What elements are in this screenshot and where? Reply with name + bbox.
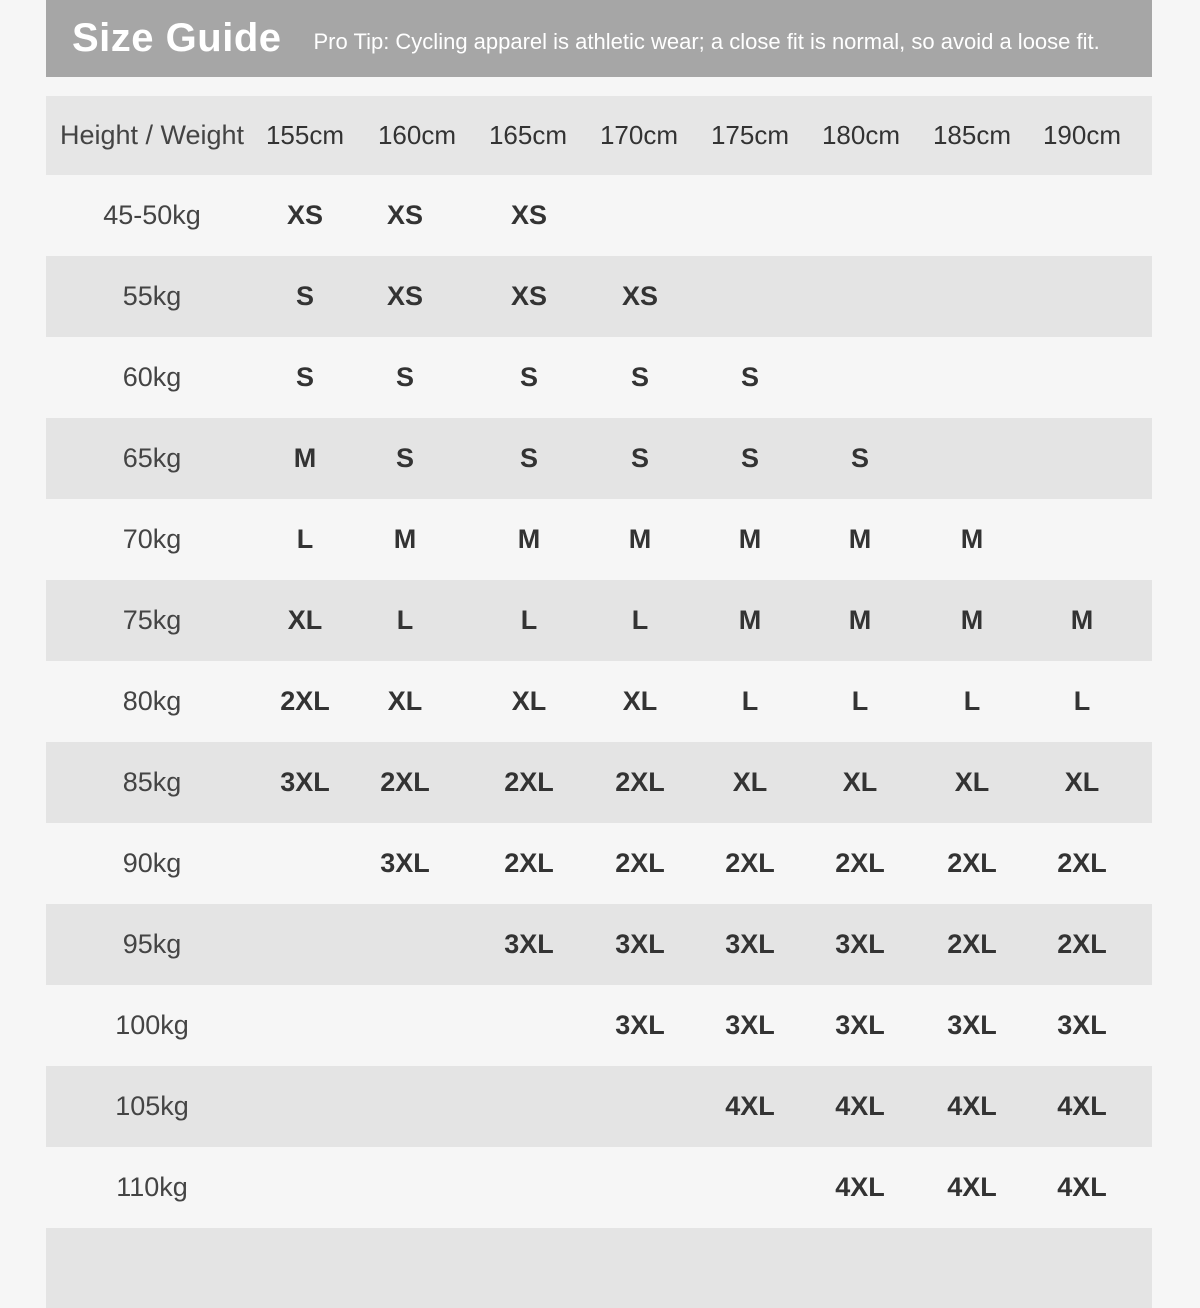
corner-label: Height / Weight [59,120,245,150]
table-header-row [46,96,1152,175]
size-cell: L [631,605,649,635]
size-cell: 3XL [380,848,430,878]
page-title: Size Guide [72,16,282,60]
size-cell: 4XL [835,1091,885,1121]
size-cell: 2XL [380,767,430,797]
table-row [46,418,1152,499]
table-row [46,256,1152,337]
weight-label: 65kg [122,443,182,473]
size-cell: 2XL [1057,848,1107,878]
size-cell: 3XL [615,1010,665,1040]
weight-label: 85kg [122,767,182,797]
size-cell: M [1070,605,1094,635]
height-header-170cm: 170cm [599,120,679,150]
size-cell: XS [621,281,659,311]
size-cell: S [740,443,760,473]
size-cell: M [738,524,762,554]
size-cell: XL [954,767,990,797]
size-cell: 4XL [835,1172,885,1202]
height-header-155cm: 155cm [265,120,345,150]
size-cell: M [960,524,984,554]
size-cell: L [741,686,759,716]
table-row [46,742,1152,823]
weight-label: 45-50kg [103,200,201,230]
size-cell: 2XL [947,848,997,878]
size-cell: M [628,524,652,554]
size-cell: 3XL [504,929,554,959]
size-cell: XS [386,200,424,230]
height-header-175cm: 175cm [710,120,790,150]
height-header-180cm: 180cm [821,120,901,150]
size-cell: L [396,605,414,635]
size-cell: M [848,524,872,554]
size-cell: M [848,605,872,635]
size-cell: M [293,443,317,473]
size-cell: 2XL [615,767,665,797]
title-banner [46,0,1152,77]
table-row [46,175,1152,256]
size-cell: 3XL [835,1010,885,1040]
table-row [46,1147,1152,1228]
size-cell: 2XL [947,929,997,959]
size-cell: XL [387,686,423,716]
weight-label: 80kg [122,686,182,716]
table-row [46,823,1152,904]
size-cell: S [295,281,315,311]
table-row [46,904,1152,985]
size-cell: 4XL [1057,1091,1107,1121]
size-table [46,96,1152,1228]
size-cell: S [630,362,650,392]
size-cell: S [630,443,650,473]
weight-label: 100kg [115,1010,189,1040]
size-cell: 4XL [947,1172,997,1202]
size-cell: XS [386,281,424,311]
size-cell: L [296,524,314,554]
height-header-190cm: 190cm [1042,120,1122,150]
size-cell: L [851,686,869,716]
table-footer-band [46,1228,1152,1308]
size-cell: M [517,524,541,554]
height-header-165cm: 165cm [488,120,568,150]
size-cell: XS [286,200,324,230]
size-cell: S [519,362,539,392]
size-cell: S [850,443,870,473]
size-cell: M [393,524,417,554]
size-cell: S [740,362,760,392]
size-cell: 4XL [1057,1172,1107,1202]
size-cell: 3XL [947,1010,997,1040]
size-cell: 3XL [280,767,330,797]
size-cell: S [395,362,415,392]
table-row [46,1066,1152,1147]
size-cell: 3XL [1057,1010,1107,1040]
size-cell: XS [510,200,548,230]
weight-label: 55kg [122,281,182,311]
size-cell: 2XL [835,848,885,878]
size-cell: XL [842,767,878,797]
weight-label: 75kg [122,605,182,635]
size-cell: 3XL [725,1010,775,1040]
size-cell: XL [287,605,323,635]
table-row [46,499,1152,580]
size-cell: L [1073,686,1091,716]
weight-label: 110kg [116,1172,188,1202]
size-cell: XL [511,686,547,716]
size-cell: 2XL [280,686,330,716]
pro-tip-text: Pro Tip: Cycling apparel is athletic wear; a close fit is normal, so avoid a loose fit. [313,28,1100,54]
size-cell: S [395,443,415,473]
weight-label: 60kg [122,362,182,392]
height-header-185cm: 185cm [932,120,1012,150]
size-cell: XL [732,767,768,797]
size-cell: 4XL [947,1091,997,1121]
table-row [46,337,1152,418]
weight-label: 95kg [122,929,182,959]
size-cell: 2XL [504,848,554,878]
size-cell: XS [510,281,548,311]
size-cell: S [295,362,315,392]
size-cell: 2XL [725,848,775,878]
table-row [46,580,1152,661]
table-row [46,985,1152,1066]
size-cell: 2XL [615,848,665,878]
size-cell: XL [1064,767,1100,797]
size-cell: S [519,443,539,473]
size-cell: 2XL [1057,929,1107,959]
table-row [46,661,1152,742]
size-cell: 2XL [504,767,554,797]
size-cell: L [963,686,981,716]
size-cell: 3XL [835,929,885,959]
size-cell: M [738,605,762,635]
size-cell: XL [622,686,658,716]
size-cell: 4XL [725,1091,775,1121]
size-cell: L [520,605,538,635]
weight-label: 105kg [115,1091,189,1121]
size-cell: 3XL [725,929,775,959]
size-cell: 3XL [615,929,665,959]
size-cell: M [960,605,984,635]
weight-label: 90kg [122,848,182,878]
weight-label: 70kg [122,524,182,554]
height-header-160cm: 160cm [377,120,457,150]
